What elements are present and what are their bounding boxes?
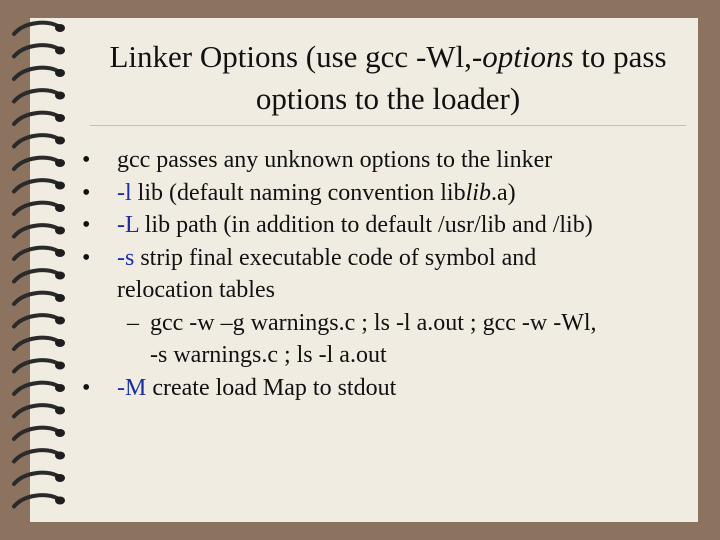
binding-hole [55,159,65,167]
binding-hole [55,227,65,235]
bullet-text-italic: lib [465,179,491,206]
bullet-icon: • [82,374,91,401]
binding-hole [55,384,65,392]
binding-hole [55,92,65,100]
binding-ring [14,383,58,394]
binding-hole [55,114,65,122]
binding-ring [14,315,58,326]
binding-hole [55,452,65,460]
binding-ring [14,360,58,371]
bullet-item-4 [82,242,692,307]
option-flag: -M [117,374,147,401]
bullet-text: lib path (in addition to default /usr/lib and /lib) [138,212,593,238]
binding-hole [55,339,65,347]
binding-ring [14,45,58,56]
binding-hole [55,474,65,482]
binding-ring [14,90,58,101]
bullet-item-2 [82,177,692,210]
title-divider [90,125,686,126]
title-part1: Linker Options (use gcc -Wl,- [109,39,483,74]
bullet-text: lib (default naming convention lib [131,179,466,206]
bullet-icon: • [82,244,91,271]
binding-hole [55,317,65,325]
binding-ring [14,135,58,146]
spiral-binding-rings-icon [10,20,70,520]
bullet-icon: • [82,179,91,206]
binding-hole [55,24,65,32]
bullet-text: .a) [490,179,516,206]
sub-item-text-continued: -s warnings.c ; ls -l a.out [150,342,387,368]
bullet-text-continued: relocation tables [117,277,275,303]
binding-hole [55,429,65,437]
slide-title [86,36,690,120]
binding-ring [14,158,58,169]
binding-hole [55,362,65,370]
bullet-icon: • [82,147,91,173]
binding-ring [14,203,58,214]
bullet-text: gcc passes any unknown options to the linker [117,147,553,173]
binding-ring [14,428,58,439]
binding-hole [55,47,65,55]
binding-hole [55,69,65,77]
binding-hole [55,294,65,302]
binding-ring [14,495,58,506]
binding-hole [55,182,65,190]
binding-hole [55,137,65,145]
binding-ring [14,293,58,304]
bullet-item-3 [82,209,692,242]
bullet-list [82,144,692,404]
option-flag: -l [117,179,132,206]
binding-ring [14,270,58,281]
option-flag: -s [117,244,135,271]
binding-ring [14,405,58,416]
binding-ring [14,338,58,349]
title-part2: to pass options to the loader) [255,39,667,116]
binding-ring [14,113,58,124]
binding-ring [14,450,58,461]
binding-ring [14,68,58,79]
binding-hole [55,272,65,280]
bullet-item-5 [82,372,692,405]
binding-ring [14,225,58,236]
binding-ring [14,23,58,34]
sub-item-text: gcc -w –g warnings.c ; ls -l a.out ; gcc -w -Wl, [150,309,597,336]
binding-ring [14,180,58,191]
binding-ring [14,473,58,484]
bullet-item-1 [82,144,692,177]
title-italic: options [482,39,574,74]
binding-ring [14,248,58,259]
binding-hole [55,407,65,415]
binding-hole [55,204,65,212]
sub-item [82,307,692,372]
dash-icon: – [127,309,139,336]
bullet-icon: • [82,212,91,238]
option-flag: -L [117,212,139,238]
bullet-text: strip final executable code of symbol and [134,244,537,271]
bullet-text: create load Map to stdout [146,374,397,401]
binding-hole [55,497,65,505]
binding-hole [55,249,65,257]
